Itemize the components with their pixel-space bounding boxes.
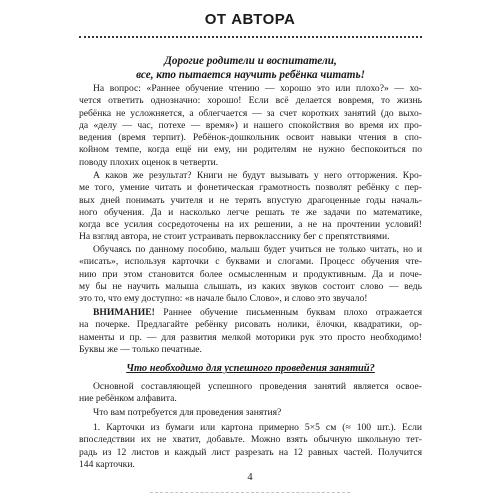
attention-paragraph	[79, 307, 422, 356]
paragraph-line: ребёнка не усложняется, а облегчается — за счет коротких занятий (до выхо-	[79, 107, 422, 119]
paragraph-line: впоследствии их не хватит, добавьте. Можно взять обычную школьную тет-	[79, 434, 422, 446]
attention-text: Раннее обучение письменным буквам плохо отражается	[154, 307, 422, 318]
greeting-line-2: все, кто пытается научить ребёнка читать!	[136, 69, 365, 81]
section-question	[79, 407, 422, 419]
paragraph-line: ме того, умение читать и фонетическая грамотность позволят ребёнку с пер-	[79, 182, 422, 194]
greeting-heading	[79, 54, 422, 82]
paragraph-line: радь из 12 листов и каждый лист разрезать на 12 равных частей. Получится	[79, 446, 422, 458]
paragraph-line: поводу плохих оценок в четверти.	[79, 156, 219, 168]
paragraph-line: нию при этом становится более осмысленным и продуктивным. Да и поче-	[79, 268, 422, 280]
dotted-divider	[79, 36, 422, 38]
paragraph-line: ние ребёнком алфавита.	[79, 393, 177, 405]
paragraph-line: чется ответить однозначно: хорошо! Если всё делается вовремя, то жизнь	[79, 95, 422, 107]
section-paragraph	[79, 381, 422, 406]
bottom-divider	[150, 492, 350, 493]
paragraph-3	[79, 244, 422, 305]
paragraph-line: на почерке. Предлагайте ребёнку рисовать нолики, ёлочки, квадратики, ор-	[79, 319, 422, 331]
paragraph-line: ного обучения. Да и насколько легче решать те же задачи по математике,	[79, 206, 422, 218]
paragraph-line: да «делу — час, потехе — время») и нашего спокойствия во время их про-	[79, 119, 422, 131]
paragraph-line	[79, 307, 422, 319]
paragraph-line: Что вам потребуется для проведения занятия?	[93, 407, 282, 418]
paragraph-line: Буквы же — только печатные.	[79, 343, 202, 355]
paragraph-line: му бы не научить малыша слышать, из каких звуков состоит слово — ведь	[79, 280, 422, 292]
paragraph-2	[79, 170, 422, 244]
paragraph-line: койном темпе, когда ещё ни ему, ни родителям не нужно беспокоиться по	[79, 144, 422, 156]
section-heading: Что необходимо для успешного проведения занятий?	[126, 363, 375, 374]
paragraph-line: 1. Карточки из бумаги или картона примерно 5×5 см (≈ 100 шт.). Если	[93, 422, 422, 433]
greeting-line-1: Дорогие родители и воспитатели,	[164, 55, 337, 67]
paragraph-line: 144 карточки.	[79, 458, 135, 470]
paragraph-line: На вопрос: «Раннее обучение чтению — хорошо это или плохо?» — хо-	[93, 83, 422, 94]
paragraph-line: когда все усилия сосредоточены на их решении, а не на прочтении условий!	[79, 219, 422, 231]
paragraph-line: А каков же результат? Книги не будут вызывать у него отторжения. Кро-	[93, 170, 422, 181]
paragraph-line: наменты и пр. — для развития мелкой моторики рук это просто необходимо!	[79, 331, 422, 343]
paragraph-line: На взгляд автора, не стоит устраивать первокласснику бег с препятствиями.	[79, 231, 390, 243]
page-number: 4	[247, 472, 253, 483]
paragraph-line: ведения (время терпит). Ребёнок-дошкольник освоит навыки чтения в спо-	[79, 132, 422, 144]
list-item-1	[79, 422, 422, 471]
paragraph-line: это то, что ему доступно: «в начале было Слово», и слово это звучало!	[79, 293, 368, 305]
paragraph-line: вых дней понимать учителя и не терять впустую драгоценные годы началь-	[79, 194, 422, 206]
page-title: ОТ АВТОРА	[204, 11, 296, 28]
paragraph-line: Обучаясь по данному пособию, малыш будет учиться не только читать, но и	[93, 244, 422, 255]
attention-label: ВНИМАНИЕ!	[93, 307, 155, 318]
paragraph-line: «писать», используя карточки с буквами и слогами. Процесс обучения чте-	[79, 256, 422, 268]
paragraph-line: Основной составляющей успешного проведения занятий является освое-	[93, 381, 422, 392]
paragraph-1	[79, 83, 422, 169]
